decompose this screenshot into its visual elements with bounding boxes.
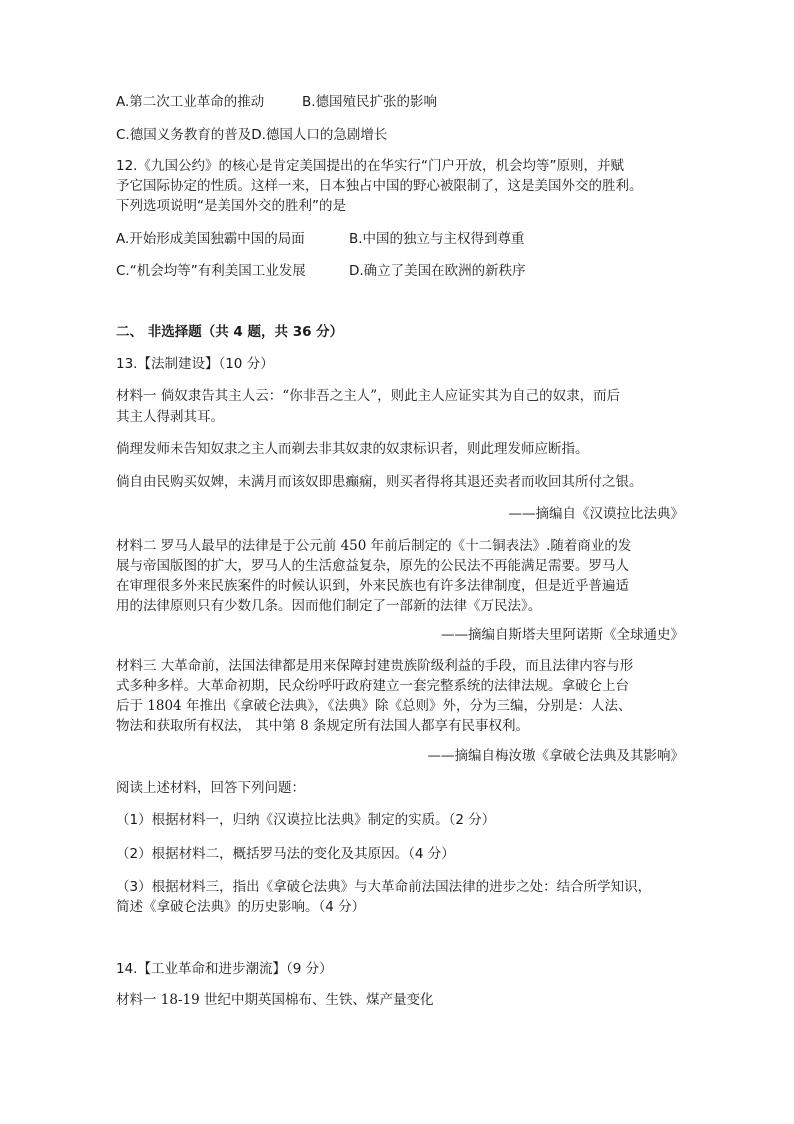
q13-material3-source: ——摘编自梅汝璈《拿破仑法典及其影响》: [427, 748, 684, 764]
q13-subquestion-2: （2）根据材料二，概括罗马法的变化及其原因。（4 分）: [116, 846, 455, 862]
q13-material2-line: 在审理很多外来民族案件的时候认识到，外来民族也有许多法律制度，但是近乎普遍适: [116, 578, 629, 594]
q13-material1-line: 倘自由民购买奴婢，未满月而该奴即患癫痫，则买者得将其退还卖者而收回其所付之银。: [116, 474, 643, 490]
q12-stem-line: 予它国际协定的性质。这样一来，日本独占中国的野心被限制了，这是美国外交的胜利。: [116, 178, 643, 194]
q13-material3-line: 材料三 大革命前，法国法律都是用来保障封建贵族阶级利益的手段，而且法律内容与形: [116, 658, 634, 674]
q13-subquestion-3: （3）根据材料三，指出《拿破仑法典》与大革命前法国法律的进步之处：结合所学知识，: [116, 879, 652, 895]
q13-material2-line: 展与帝国版图的扩大，罗马人的生活愈益复杂，原先的公民法不再能满足需要。罗马人: [116, 558, 629, 574]
q13-material1-line: 材料一 倘奴隶告其主人云：“你非吾之主人”，则此主人应证实其为自己的奴隶，而后: [116, 388, 621, 404]
q13-prompt: 阅读上述材料，回答下列问题：: [116, 780, 305, 796]
q11-option-a: A.第二次工业革命的推动: [116, 94, 265, 110]
q11-option-b: B.德国殖民扩张的影响: [302, 94, 438, 110]
section-title: 二、 非选择题（共 4 题，共 36 分）: [116, 324, 344, 340]
q13-material2-line: 材料二 罗马人最早的法律是于公元前 450 年前后制定的《十二铜表法》.随着商业的发: [116, 538, 632, 554]
q14-material1: 材料一 18-19 世纪中期英国棉布、生铁、煤产量变化: [116, 992, 434, 1008]
q12-stem-line: 下列选项说明“是美国外交的胜利”的是: [116, 198, 346, 214]
q13-material1-line: 其主人得剥其耳。: [116, 409, 224, 425]
q13-material1-source: ——摘编自《汉谟拉比法典》: [508, 506, 684, 522]
q13-subquestion-3-cont: 简述《拿破仑法典》的历史影响。（4 分）: [116, 899, 366, 915]
q13-material2-source: ——摘编自斯塔夫里阿诺斯《全球通史》: [441, 627, 684, 643]
q13-material3-line: 式多种多样。大革命初期，民众纷呼吁政府建立一套完整系统的法律法规。拿破仑上台: [116, 678, 629, 694]
q12-option-a: A.开始形成美国独霸中国的局面: [116, 231, 305, 247]
q13-material3-line: 后于 1804 年推出《拿破仑法典》，《法典》除《总则》外，分为三编，分别是：人法、: [116, 698, 632, 714]
q12-stem-line: 12.《九国公约》的核心是肯定美国提出的在华实行“门户开放，机会均等”原则，并赋: [116, 158, 624, 174]
q13-material1-line: 倘理发师未告知奴隶之主人而剃去非其奴隶的奴隶标识者，则此理发师应断指。: [116, 441, 589, 457]
q13-title: 13.【法制建设】（10 分）: [116, 356, 274, 372]
q13-material3-line: 物法和获取所有权法， 其中第 8 条规定所有法国人都享有民事权利。: [116, 718, 529, 734]
q14-title: 14.【工业革命和进步潮流】（9 分）: [116, 961, 333, 977]
q11-option-cd: C.德国义务教育的普及D.德国人口的急剧增长: [116, 127, 388, 143]
q12-option-b: B.中国的独立与主权得到尊重: [349, 231, 525, 247]
q13-subquestion-1: （1）根据材料一，归纳《汉谟拉比法典》制定的实质。（2 分）: [116, 812, 496, 828]
q12-option-d: D.确立了美国在欧洲的新秩序: [349, 263, 526, 279]
q12-option-c: C.“机会均等”有利美国工业发展: [116, 263, 306, 279]
q13-material2-line: 用的法律原则只有少数几条。因而他们制定了一部新的法律《万民法》。: [116, 598, 542, 614]
